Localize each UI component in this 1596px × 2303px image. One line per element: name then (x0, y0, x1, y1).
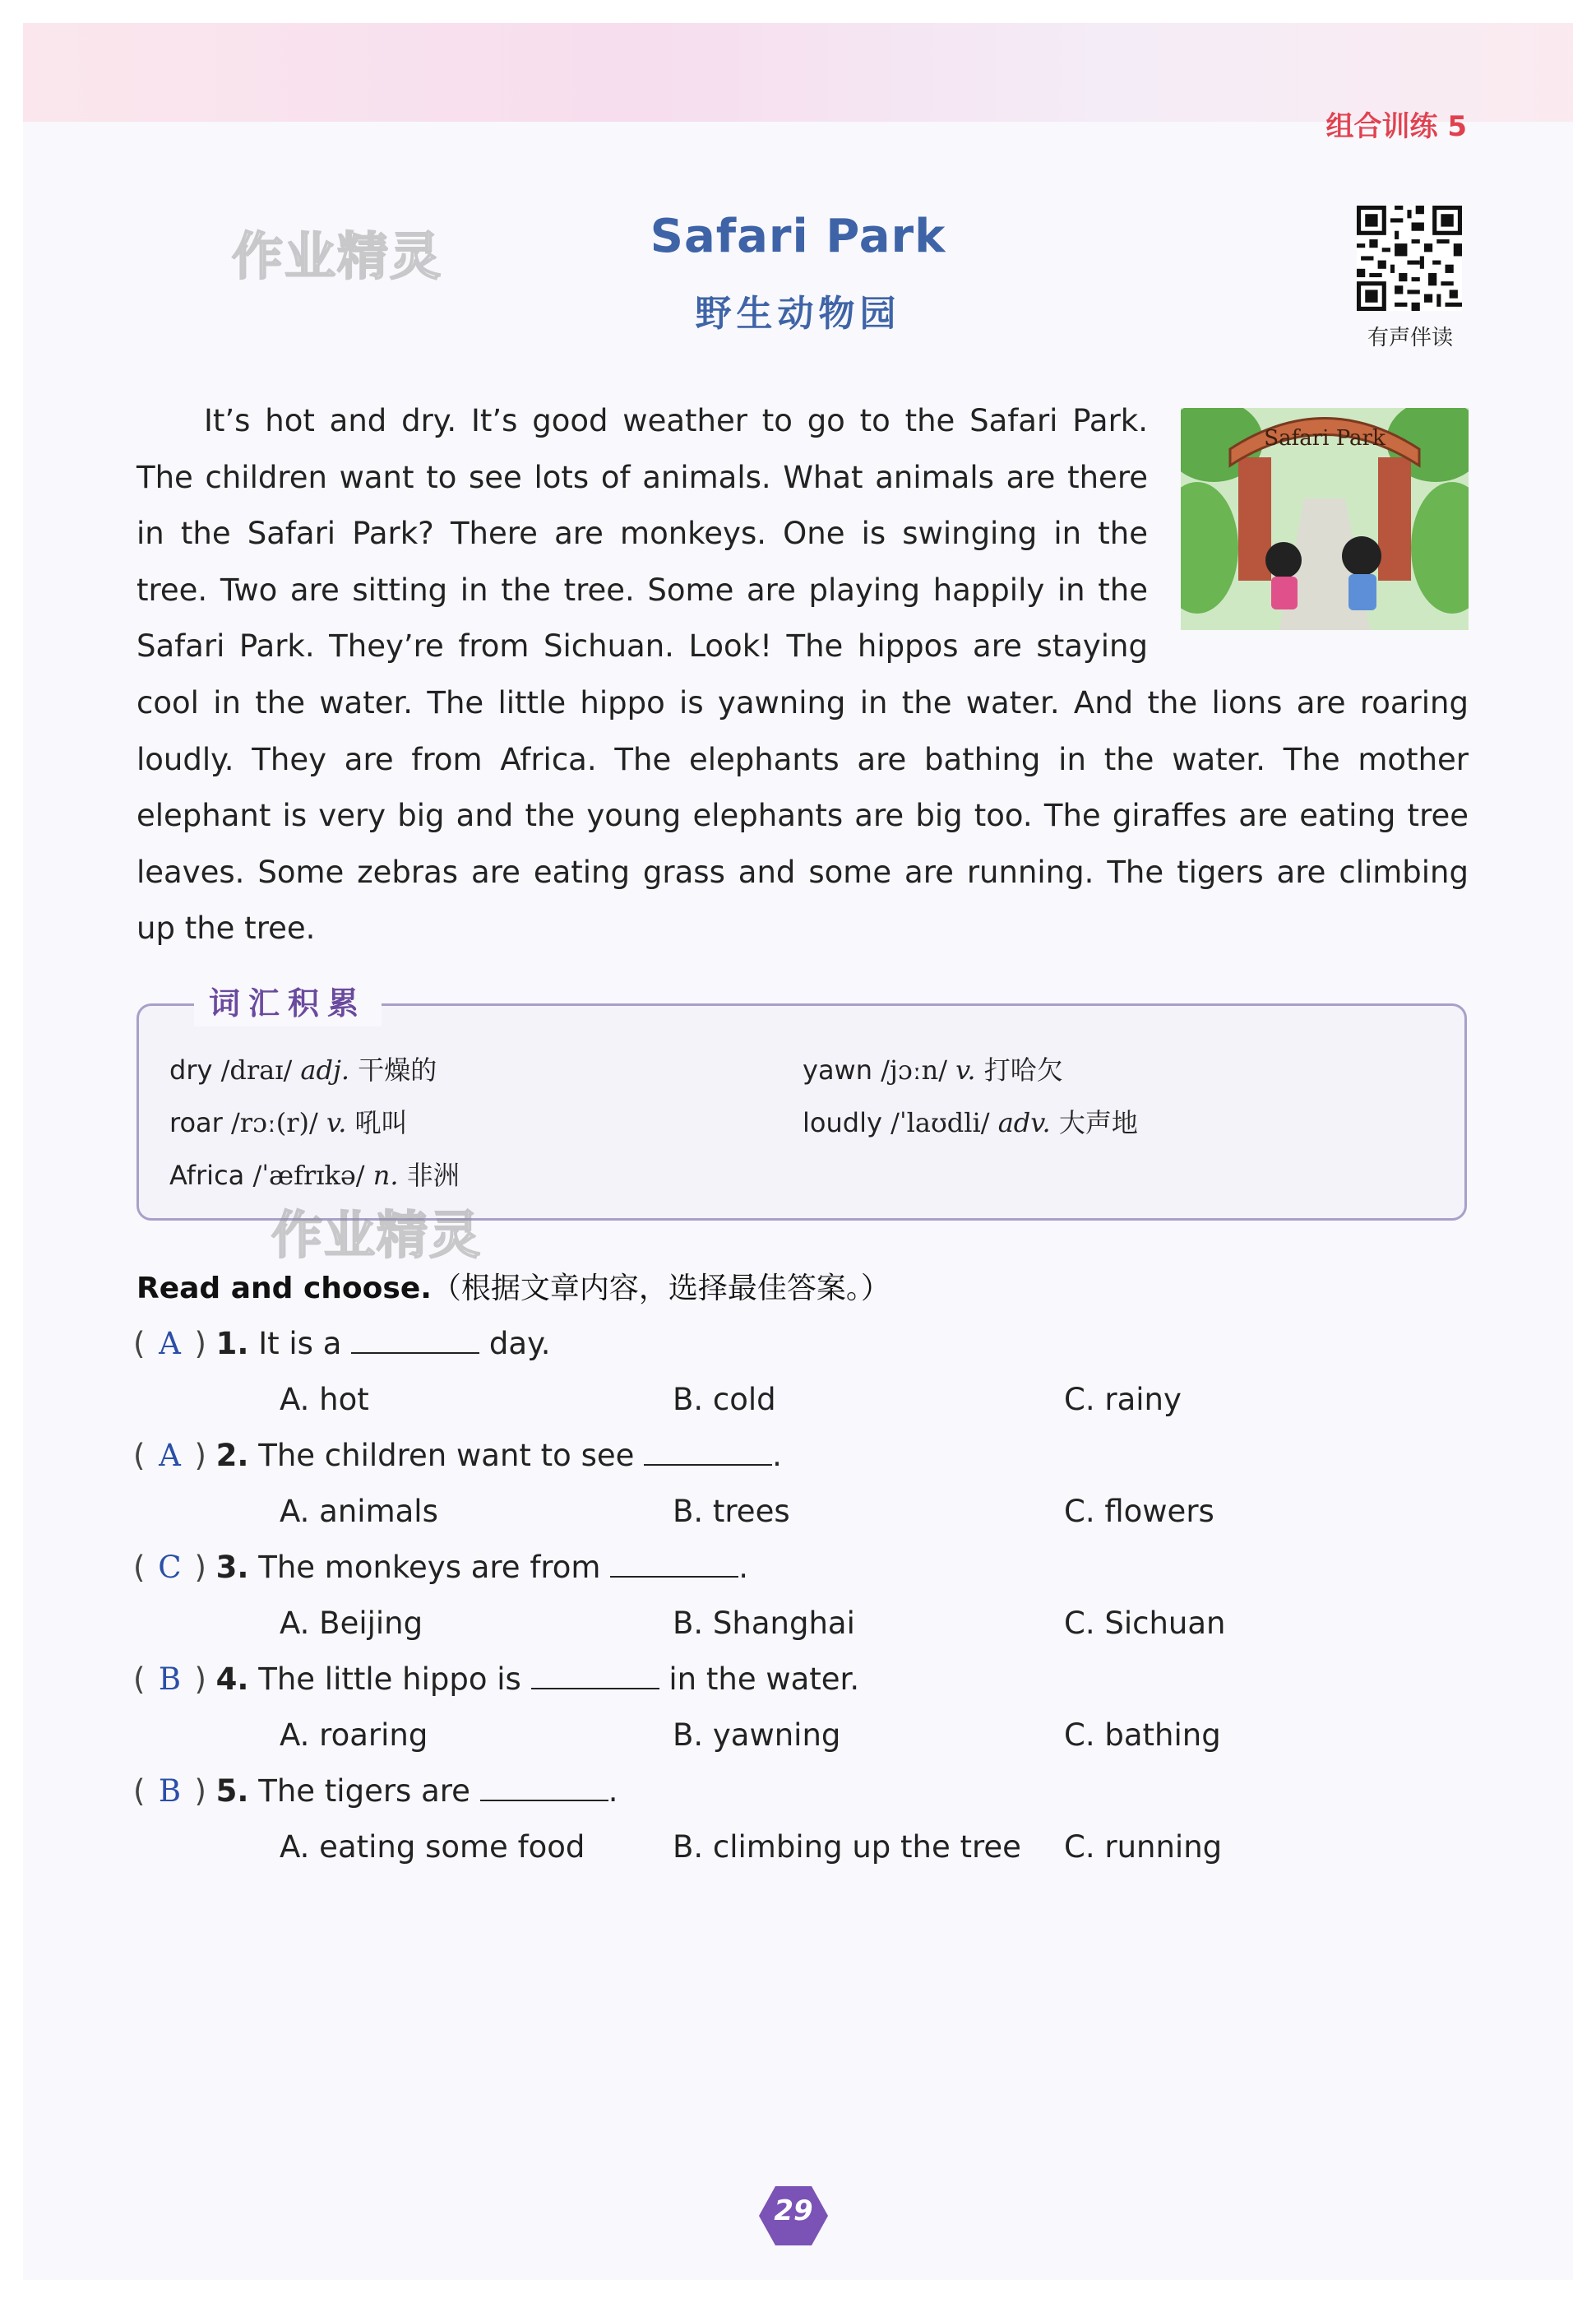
question-4: ( B ) 4. The little hippo is in the water. (133, 1661, 860, 1697)
qr-code-icon[interactable] (1357, 206, 1462, 311)
option[interactable]: C. rainy (1064, 1382, 1182, 1417)
section-tag: 组合训练 5 (1325, 110, 1467, 143)
vocab-heading: 词汇积累 (194, 980, 382, 1026)
option[interactable]: A. roaring (280, 1717, 428, 1753)
answer-mark: B (158, 1773, 182, 1809)
passage-text: It’s hot and dry. It’s good weather to go to the Safari Park. The children want to see lots of animals. What animals are there in the Safari Park? There are monkeys. One is swinging in the tree. Two are sitting in the tree. Some are playing happily in the Safari Park. They’re from Sichuan. Look! The hippos are staying cool in the water. The little hippo is yawning in the water. And the lions are roaring loudly. They are from Africa. The elephants are bathing in the water. The mother elephant is very big and the young elephants are big too. The giraffes are eating tree leaves. Some zebras are eating grass and some are running. The tigers are climbing up the tree. (136, 403, 1469, 947)
answer-mark: A (159, 1438, 181, 1473)
question-3: ( C ) 3. The monkeys are from . (133, 1550, 748, 1585)
page-title: Safari Park (650, 210, 946, 263)
answer-blank[interactable] (610, 1550, 738, 1578)
option[interactable]: B. Shanghai (673, 1606, 855, 1641)
answer-blank[interactable] (531, 1661, 659, 1689)
option[interactable]: B. climbing up the tree (673, 1829, 1021, 1865)
vocab-item: Africa /ˈæfrɪkə/ n. 非洲 (169, 1160, 460, 1191)
answer-blank[interactable] (351, 1326, 479, 1354)
vocab-item: yawn /jɔːn/ v. 打哈欠 (803, 1054, 1063, 1086)
option[interactable]: A. Beijing (280, 1606, 423, 1641)
gate-sign-text: Safari Park (1264, 426, 1386, 451)
question-1: ( A ) 1. It is a day. (133, 1326, 551, 1361)
watermark: 作业精灵 (232, 226, 443, 286)
option[interactable]: C. Sichuan (1064, 1606, 1226, 1641)
option[interactable]: B. trees (673, 1494, 790, 1529)
question-5: ( B ) 5. The tigers are . (133, 1773, 618, 1809)
vocab-item: roar /rɔː(r)/ v. 吼叫 (169, 1107, 408, 1138)
answer-mark: C (158, 1550, 182, 1585)
qr-label: 有声伴读 (1367, 326, 1453, 350)
answer-mark: A (159, 1326, 181, 1361)
watermark: 作业精灵 (271, 1205, 483, 1265)
exercise-instruction: Read and choose.（根据文章内容，选择最佳答案。） (136, 1272, 891, 1305)
option[interactable]: A. hot (280, 1382, 369, 1417)
option[interactable]: C. flowers (1064, 1494, 1214, 1529)
reading-passage (136, 393, 1469, 957)
safari-park-gate-illustration (1181, 408, 1469, 630)
vocab-item: dry /draɪ/ adj. 干燥的 (169, 1054, 437, 1086)
page-subtitle: 野生动物园 (695, 293, 901, 335)
answer-mark: B (158, 1661, 182, 1697)
option[interactable]: C. running (1064, 1829, 1223, 1865)
option[interactable]: A. animals (280, 1494, 438, 1529)
answer-blank[interactable] (644, 1438, 772, 1466)
option[interactable]: B. cold (673, 1382, 776, 1417)
vocab-item: loudly /ˈlaʊdli/ adv. 大声地 (803, 1107, 1138, 1138)
page-number: 29 (774, 2194, 813, 2227)
option[interactable]: A. eating some food (280, 1829, 585, 1865)
option[interactable]: C. bathing (1064, 1717, 1221, 1753)
question-2: ( A ) 2. The children want to see . (133, 1438, 782, 1473)
answer-blank[interactable] (480, 1773, 608, 1801)
option[interactable]: B. yawning (673, 1717, 841, 1753)
